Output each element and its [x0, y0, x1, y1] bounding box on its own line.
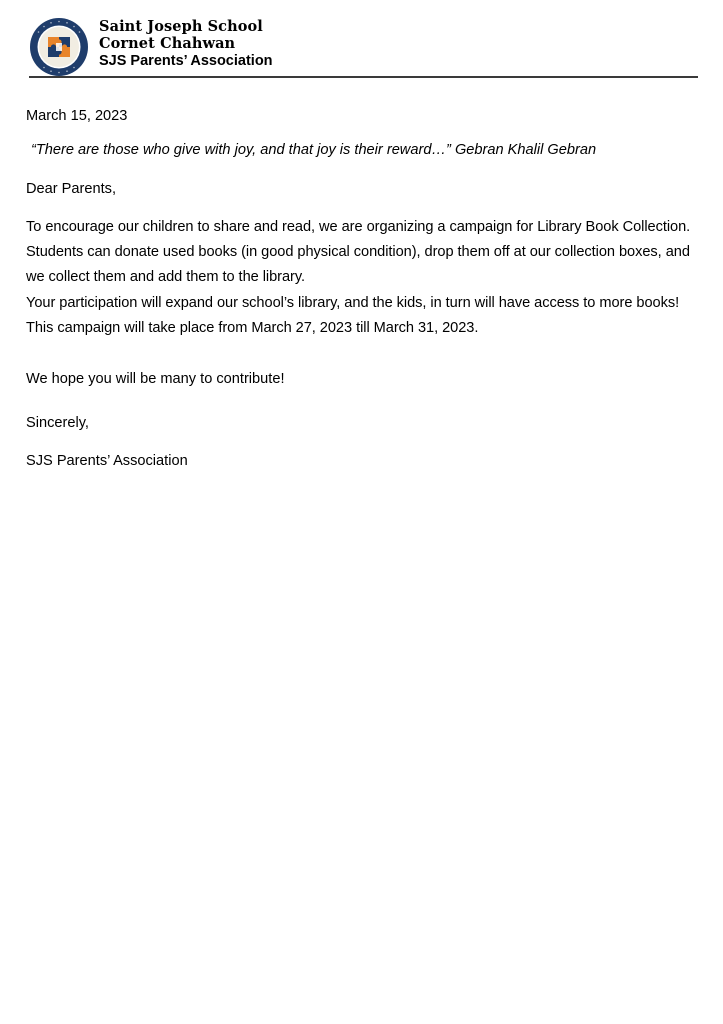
letter-salutation: Dear Parents, [26, 181, 117, 197]
letter-date: March 15, 2023 [26, 108, 128, 124]
letter-closing: Sincerely, [26, 415, 89, 431]
school-name-line2: Cornet Chahwan [99, 35, 236, 52]
school-logo-icon [29, 17, 89, 77]
paragraph-line: Your participation will expand our school’s library, and the kids, in turn will have access to more books! [26, 295, 680, 311]
header-divider [29, 76, 698, 78]
paragraph-line: we collect them and add them to the library. [26, 269, 306, 285]
letter-quote: “There are those who give with joy, and that joy is their reward…” Gebran Khalil Gebran [31, 142, 597, 158]
paragraph-line: Students can donate used books (in good physical condition), drop them off at our collection boxes, and [26, 244, 690, 260]
letterhead [0, 0, 723, 80]
association-name: SJS Parents’ Association [99, 53, 273, 69]
letter-signature: SJS Parents’ Association [26, 453, 188, 469]
paragraph-line: This campaign will take place from March 27, 2023 till March 31, 2023. [26, 320, 479, 336]
school-name-line1: Saint Joseph School [99, 18, 263, 35]
paragraph-line: To encourage our children to share and read, we are organizing a campaign for Library Book Collection. [26, 219, 691, 235]
letter-hope: We hope you will be many to contribute! [26, 371, 285, 387]
